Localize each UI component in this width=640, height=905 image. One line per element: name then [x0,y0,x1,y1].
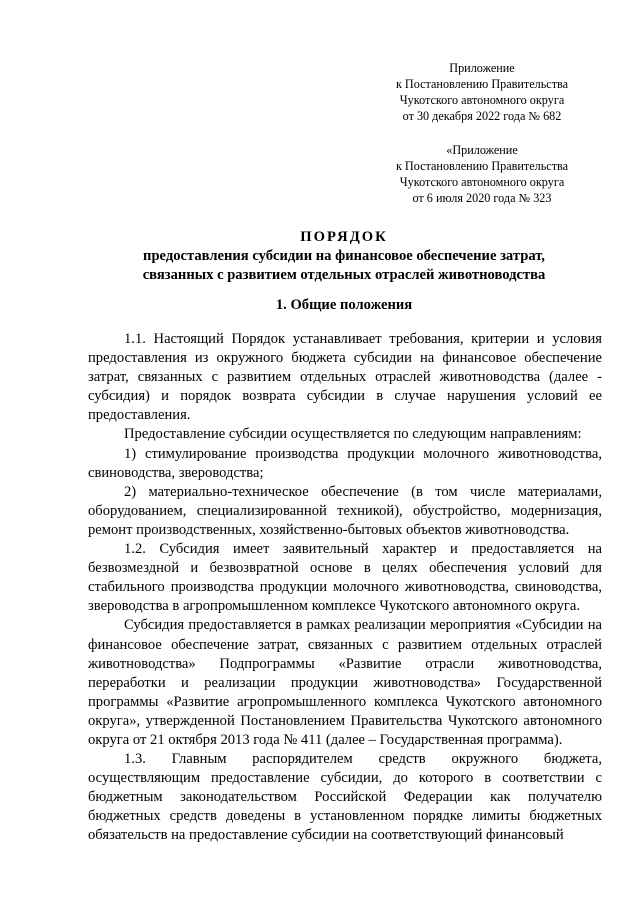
appendix-current-block [352,60,612,124]
document-title-block [88,228,600,285]
appendix-previous-line4: от 6 июля 2020 года № 323 [412,191,552,205]
paragraph-directions-intro: Предоставление субсидии осуществляется по следующим направлениям: [124,426,582,443]
paragraph-1-3: 1.3. Главным распорядителем средств окружного бюджета, осуществляющим предоставление субсидии, до которого в соответствии с бюджетным законодательством Российской Федерации как получателю бюджетных средств доведены в установленном порядке лимиты бюджетных обязательств на предоставление субсидии на соответствующий финансовый [88,751,602,844]
paragraph-direction-2: 2) материально-техническое обеспечение (в том числе материалами, оборудованием, специализированной техникой), обустройство, модернизация, ремонт производственных, хозяйственно-бытовых объектов животноводства. [88,483,602,538]
appendix-previous-block [352,142,612,206]
document-title: ПОРЯДОК [300,229,388,245]
paragraph-1-2: 1.2. Субсидия имеет заявительный характер и предоставляется на безвозмездной и безвозвратной основе в целях обеспечения условий для стабильного производства продукции молочного животноводства, свиноводства, звероводства в агропромышленном комплексе Чукотского автономного округа. [88,541,602,615]
document-body [88,330,602,846]
section-heading: 1. Общие положения [275,297,413,313]
appendix-current-line2: к Постановлению Правительства [395,77,569,91]
appendix-current-line4: от 30 декабря 2022 года № 682 [402,109,562,123]
appendix-previous-line2: к Постановлению Правительства [395,159,569,173]
appendix-current-line1: Приложение [449,61,515,75]
appendix-current-line3: Чукотского автономного округа [399,93,565,107]
document-subtitle-line1: предоставления субсидии на финансовое обеспечение затрат, [143,248,545,264]
appendix-previous-line3: Чукотского автономного округа [399,175,565,189]
paragraph-direction-1: 1) стимулирование производства продукции молочного животноводства, свиноводства, звероводства; [88,445,602,481]
document-subtitle-line2: связанных с развитием отдельных отраслей животноводства [142,267,546,283]
paragraph-program: Субсидия предоставляется в рамках реализации мероприятия «Субсидии на финансовое обеспечение затрат, связанных с развитием отдельных отраслей животноводства» Подпрограммы «Развитие отрасли животноводства, переработки и реализации продукции животноводства» Государственной программы «Развитие агропромышленного комплекса Чукотского автономного округа», утвержденной Постановлением Правительства Чукотского автономного округа от 21 октября 2013 года № 411 (далее – Государственная программа). [88,617,602,748]
appendix-previous-line1: «Приложение [446,143,518,157]
paragraph-1-1: 1.1. Настоящий Порядок устанавливает требования, критерии и условия предоставления из окружного бюджета субсидии на финансовое обеспечение затрат, связанных с развитием отдельных отраслей животноводства (далее - субсидия) и порядок возврата субсидии в случае нарушения условий ее предоставления. [88,331,602,424]
